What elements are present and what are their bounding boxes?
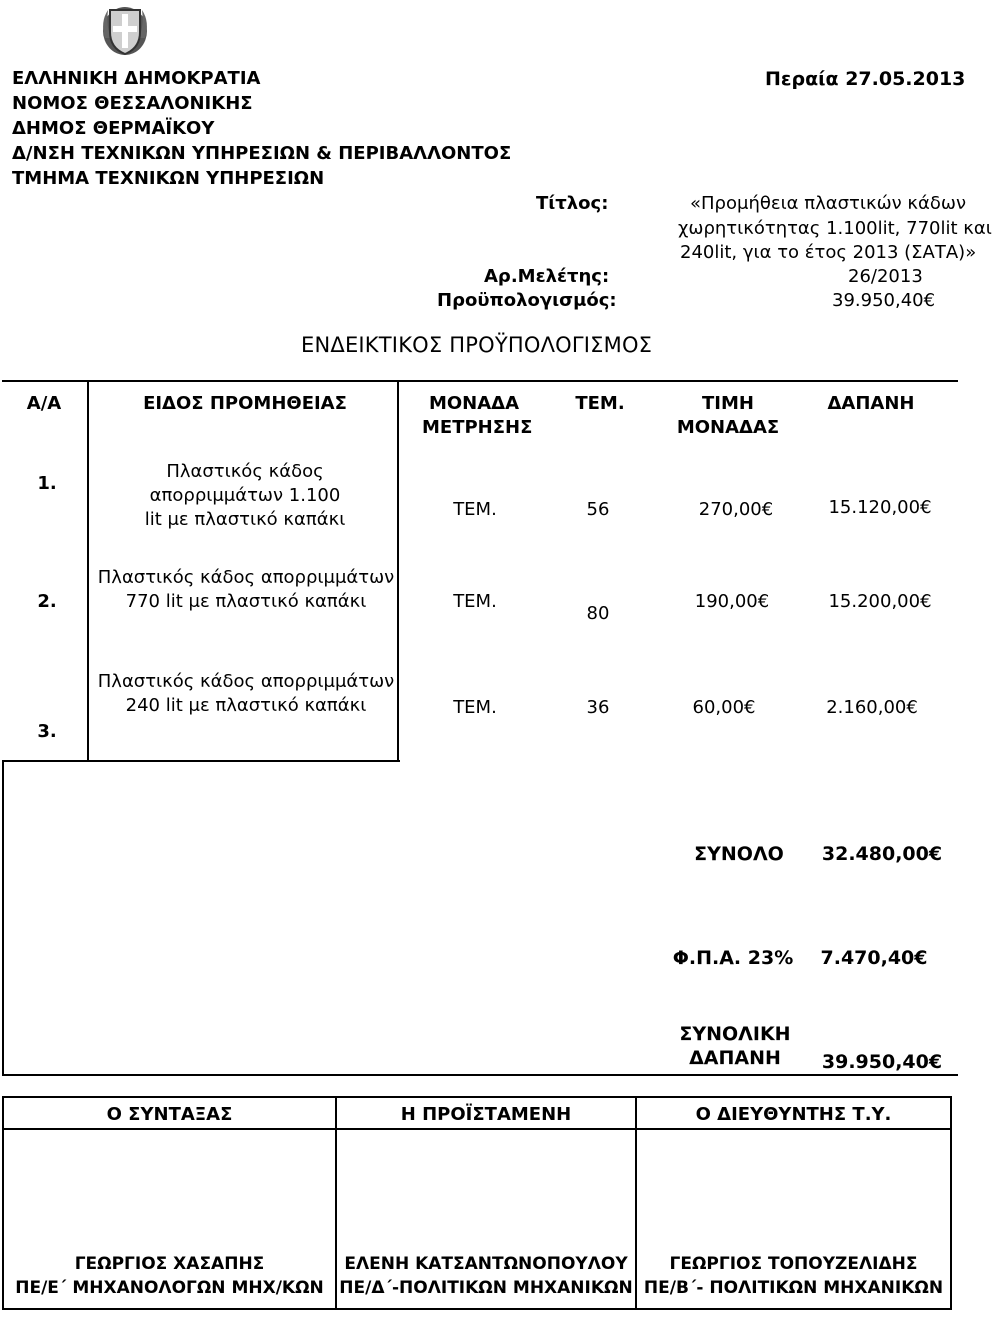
row3-qty: 36 <box>586 697 610 718</box>
signature-title-author: ΠΕ/Ε΄ ΜΗΧΑΝΟΛΟΓΩΝ ΜΗΧ/ΚΩΝ <box>15 1278 324 1298</box>
title-line-1: «Προμήθεια πλαστικών κάδων <box>690 193 967 214</box>
row3-price: 60,00€ <box>692 697 756 718</box>
col-header-qty: ΤΕΜ. <box>575 393 625 414</box>
title-label: Τίτλος: <box>536 193 609 214</box>
col-divider-1 <box>87 380 89 760</box>
header-republic: ΕΛΛΗΝΙΚΗ ΔΗΜΟΚΡΑΤΙΑ <box>12 68 261 89</box>
row2-unit: ΤΕΜ. <box>453 591 497 612</box>
row3-aa: 3. <box>37 721 57 742</box>
study-no-label: Αρ.Μελέτης: <box>484 266 610 287</box>
vat-label: Φ.Π.Α. 23% <box>672 947 794 969</box>
signatures-header-divider <box>4 1128 950 1130</box>
row1-unit: ΤΕΜ. <box>453 499 497 520</box>
grand-total-value: 39.950,40€ <box>821 1051 943 1073</box>
col-divider-2 <box>397 380 399 760</box>
row2-item: Πλαστικός κάδος απορριμμάτων 770 lit με πλαστικό καπάκι <box>97 567 395 612</box>
header-municipality: ΔΗΜΟΣ ΘΕΡΜΑΪΚΟΥ <box>12 118 215 139</box>
header-department: ΤΜΗΜΑ ΤΕΧΝΙΚΩΝ ΥΠΗΡΕΣΙΩΝ <box>12 168 325 189</box>
study-no: 26/2013 <box>848 266 923 287</box>
table-top-border <box>2 380 958 382</box>
row1-item: Πλαστικός κάδος απορριμμάτων 1.100 lit με πλαστικό καπάκι <box>144 461 346 530</box>
subtotal-label: ΣΥΝΟΛΟ <box>694 843 784 865</box>
budget-value: 39.950,40€ <box>832 290 936 311</box>
col-header-cost: ΔΑΠΑΝΗ <box>827 393 915 414</box>
signature-name-head: ΕΛΕΝΗ ΚΑΤΣΑΝΤΩΝΟΠΟΥΛΟΥ <box>344 1254 628 1274</box>
header-prefecture: ΝΟΜΟΣ ΘΕΣΣΑΛΟΝΙΚΗΣ <box>12 93 253 114</box>
place-date: Περαία 27.05.2013 <box>765 68 966 90</box>
row3-unit: ΤΕΜ. <box>453 697 497 718</box>
header-directorate: Δ/ΝΣΗ ΤΕΧΝΙΚΩΝ ΥΠΗΡΕΣΙΩΝ & ΠΕΡΙΒΑΛΛΟΝΤΟΣ <box>12 143 512 164</box>
signatures-box <box>2 1096 952 1310</box>
row2-cost: 15.200,00€ <box>828 591 932 612</box>
row1-aa: 1. <box>37 473 57 494</box>
budget-label: Προϋπολογισμός: <box>437 290 617 311</box>
signature-name-author: ΓΕΩΡΓΙΟΣ ΧΑΣΑΠΗΣ <box>74 1254 265 1274</box>
signature-role-author: Ο ΣΥΝΤΑΞΑΣ <box>106 1104 233 1125</box>
row1-qty: 56 <box>586 499 610 520</box>
row2-price: 190,00€ <box>694 591 770 612</box>
col-header-price: ΤΙΜΗ ΜΟΝΑΔΑΣ <box>676 393 780 438</box>
page-title: ΕΝΔΕΙΚΤΙΚΟΣ ΠΡΟΫΠΟΛΟΓΙΣΜΟΣ <box>301 333 653 357</box>
row3-item: Πλαστικός κάδος απορριμμάτων 240 lit με πλαστικό καπάκι <box>97 671 395 716</box>
row1-price: 270,00€ <box>698 499 774 520</box>
signature-title-director: ΠΕ/Β΄- ΠΟΛΙΤΙΚΩΝ ΜΗΧΑΝΙΚΩΝ <box>643 1278 944 1298</box>
title-line-2: χωρητικότητας 1.100lit, 770lit και <box>678 218 992 239</box>
totals-left-border <box>2 760 4 1076</box>
grand-total-label: ΣΥΝΟΛΙΚΗ ΔΑΠΑΝΗ <box>679 1023 791 1069</box>
col-header-item: ΕΙΔΟΣ ΠΡΟΜΗΘΕΙΑΣ <box>143 393 347 414</box>
row1-cost: 15.120,00€ <box>828 497 932 518</box>
row3-cost: 2.160,00€ <box>826 697 918 718</box>
table-bottom-border <box>2 1074 958 1076</box>
vat-value: 7.470,40€ <box>820 947 928 969</box>
subtotal-value: 32.480,00€ <box>821 843 943 865</box>
signature-role-director: Ο ΔΙΕΥΘΥΝΤΗΣ Τ.Υ. <box>695 1104 892 1125</box>
col-header-unit: ΜΟΝΑΔΑ ΜΕΤΡΗΣΗΣ <box>422 393 533 438</box>
signature-title-head: ΠΕ/Δ΄-ΠΟΛΙΤΙΚΩΝ ΜΗΧΑΝΙΚΩΝ <box>339 1278 633 1298</box>
row2-qty: 80 <box>586 603 610 624</box>
signature-role-head: Η ΠΡΟΪΣΤΑΜΕΝΗ <box>400 1104 572 1125</box>
totals-divider <box>2 760 400 762</box>
row2-aa: 2. <box>37 591 57 612</box>
hellenic-republic-emblem <box>96 2 154 58</box>
title-line-3: 240lit, για το έτος 2013 (ΣΑΤΑ)» <box>680 242 977 263</box>
col-header-aa: Α/Α <box>26 393 62 414</box>
signature-name-director: ΓΕΩΡΓΙΟΣ ΤΟΠΟΥΖΕΛΙΔΗΣ <box>669 1254 918 1274</box>
